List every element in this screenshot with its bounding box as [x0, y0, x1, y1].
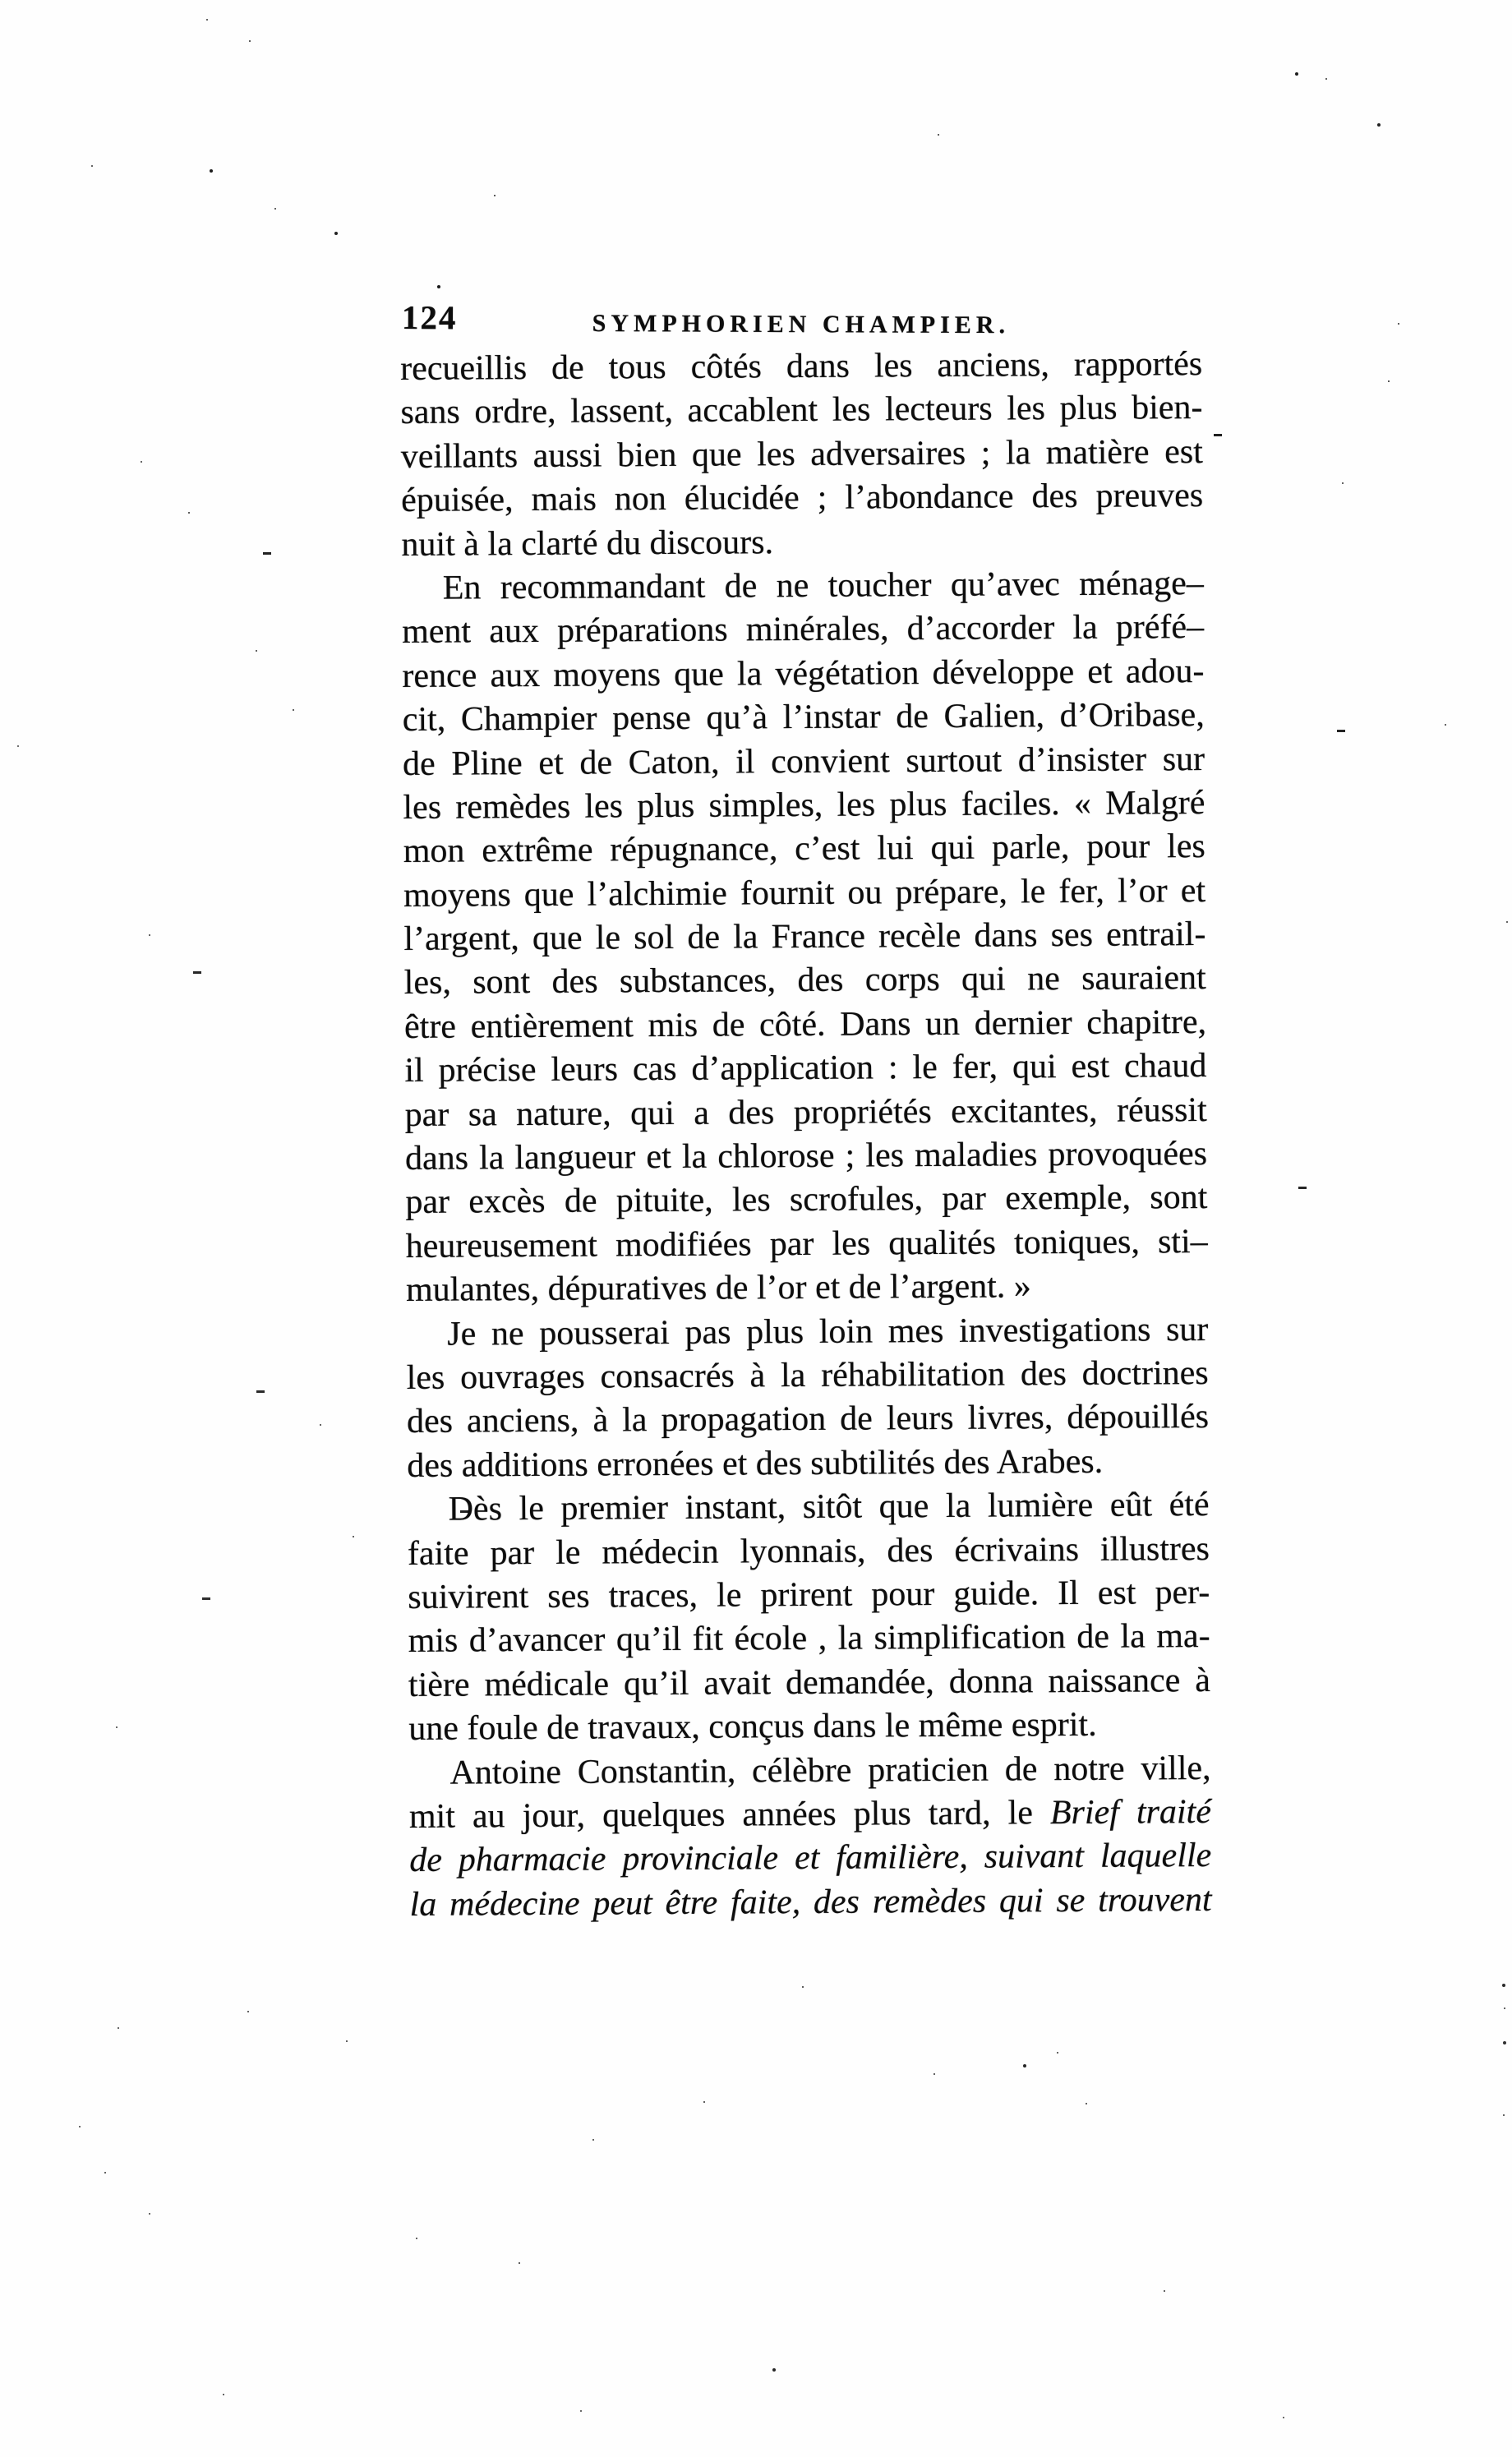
text-line: les ouvrages consacrés à la réhabilitation des doctrines — [406, 1353, 1209, 1397]
text-line: mis d’avancer qu’il fit école , la simplification de la ma- — [408, 1617, 1210, 1661]
running-title: SYMPHORIEN CHAMPIER. — [592, 310, 1011, 339]
body-text — [400, 343, 1212, 1927]
text-line: mulantes, dépuratives de l’or et de l’argent. » — [405, 1267, 1031, 1310]
text-line: sans ordre, lassent, accablent les lecteurs les plus bien- — [400, 389, 1203, 432]
text-line: suivirent ses traces, le prirent pour guide. Il est per- — [408, 1573, 1210, 1616]
italic-book-title: Brief traité — [1049, 1792, 1212, 1832]
text-line — [409, 1791, 1211, 1839]
text-line: heureusement modifiées par les qualités toniques, sti– — [405, 1222, 1208, 1265]
scan-noise-dashes — [0, 0, 8, 2]
text-line: Dès le premier instant, sitôt que la lumière eût été — [448, 1486, 1210, 1528]
text-line: veillants aussi bien que les adversaires ; la matière est — [400, 432, 1203, 476]
text-line: la médecine peut être faite, des remèdes qui se trouvent — [409, 1880, 1212, 1924]
text-line: nuit à la clarté du discours. — [401, 523, 774, 564]
text-line: épuisée, mais non élucidée ; l’abondance des preuves — [401, 477, 1204, 520]
text-line: une foule de travaux, conçus dans le même esprit. — [408, 1705, 1097, 1749]
text-segment: mit au jour, quelques années plus tard, le — [408, 1794, 1051, 1836]
text-line: les, sont des substances, des corps qui ne sauraient — [403, 959, 1206, 1003]
running-header — [400, 297, 1202, 339]
text-line: Antoine Constantin, célèbre praticien de notre ville, — [449, 1749, 1211, 1792]
text-line: En recommandant de ne toucher qu’avec ménage– — [442, 564, 1204, 607]
text-line: moyens que l’alchimie fournit ou prépare, le fer, l’or et — [403, 871, 1206, 915]
text-line: des anciens, à la propagation de leurs livres, dépouillés — [406, 1398, 1210, 1441]
text-line: faite par le médecin lyonnais, des écrivains illustres — [407, 1529, 1210, 1573]
text-line: recueillis de tous côtés dans les anciens, rapportés — [400, 345, 1203, 388]
text-line: de pharmacie provinciale et familière, suivant laquelle — [409, 1837, 1212, 1880]
text-line: des additions erronées et des subtilités des Arabes. — [407, 1442, 1104, 1485]
text-line: rence aux moyens que la végétation développe et adou- — [402, 652, 1205, 695]
text-line: Je ne pousserai pas plus loin mes investigations sur — [447, 1310, 1209, 1353]
text-line: l’argent, que le sol de la France recèle dans ses entrail- — [403, 915, 1206, 959]
text-line: il précise leurs cas d’application : le fer, qui est chaud — [404, 1047, 1207, 1090]
text-line: tière médicale qu’il avait demandée, donna naissance à — [408, 1661, 1211, 1704]
scan-noise-specks — [0, 0, 3, 3]
text-line: par excès de pituite, les scrofules, par exemple, sont — [405, 1178, 1208, 1222]
text-line: par sa nature, qui a des propriétés excitantes, réussit — [404, 1090, 1207, 1134]
text-line: de Pline et de Caton, il convient surtout d’insister sur — [402, 740, 1205, 783]
text-line: mon extrême répugnance, c’est lui qui parle, pour les — [403, 827, 1205, 871]
text-line: ment aux préparations minérales, d’accorder la préfé– — [401, 608, 1205, 652]
text-line: dans la langueur et la chlorose ; les maladies provoquées — [404, 1135, 1208, 1178]
text-line: cit, Champier pense qu’à l’instar de Galien, d’Oribase, — [402, 696, 1205, 740]
text-line: les remèdes les plus simples, les plus faciles. « Malgré — [403, 783, 1205, 827]
text-line: être entièrement mis de côté. Dans un dernier chapitre, — [403, 1003, 1207, 1046]
page-number: 124 — [401, 298, 458, 337]
